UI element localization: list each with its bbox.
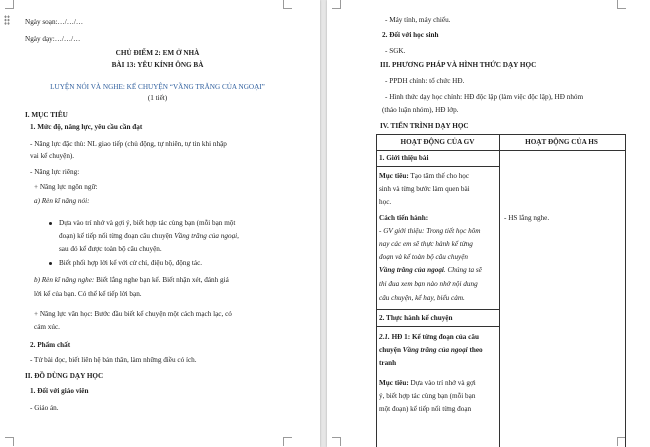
crop-mark [5, 0, 14, 9]
table-cell-divider [376, 166, 500, 167]
activity-title-part: HĐ 1: Kể từng đoạn của câu [389, 333, 479, 341]
label-objective: Mục tiêu: [379, 172, 409, 180]
body-line: - Hình thức dạy học chính: HĐ độc lập (làm việc độc lập), HĐ nhóm [385, 93, 584, 101]
heading-teaching-materials: II. ĐỒ DÙNG DẠY HỌC [25, 372, 104, 380]
story-title: Vầng trăng của ngoại [379, 266, 444, 274]
bullet-text: Dựa vào trí nhớ và gợi ý, biết hợp tác cùng bạn (mỗi bạn một [59, 219, 236, 227]
body-line: (thảo luận nhóm), HĐ lớp. [382, 106, 459, 114]
table-text: câu chuyện, kể hay, biểu cảm. [379, 294, 465, 302]
subheading-competency: 1. Mức độ, năng lực, yêu cầu cần đạt [30, 123, 143, 131]
step-practice: 2. Thực hành kể chuyện [379, 314, 453, 322]
document-page-right [327, 0, 650, 447]
activity-1-title [379, 346, 483, 355]
table-text: nay các em sẽ thực hành kể từng [379, 240, 473, 248]
bullet-text: sau đó kể được toàn bộ câu chuyện. [59, 245, 162, 253]
table-text: học. [379, 198, 392, 206]
lesson-title: BÀI 13: YÊU KÍNH ÔNG BÀ [111, 61, 204, 69]
body-line [34, 276, 229, 285]
table-text [379, 266, 482, 275]
activity-number: 2.1. [379, 333, 390, 341]
heading-procedure: IV. TIẾN TRÌNH DẠY HỌC [380, 122, 469, 130]
activity-1-title [379, 333, 479, 342]
drag-handle-icon[interactable] [4, 15, 10, 25]
table-text [379, 379, 476, 388]
table-text: - GV giới thiệu: Trong tiết học hôm [379, 227, 481, 235]
body-line: - Máy tính, máy chiếu. [385, 16, 451, 24]
subheading-students: 2. Đối với học sinh [382, 31, 439, 39]
body-line: - Tử bài đọc, biết liên hệ bản thân, làm những điều có ích. [30, 356, 197, 364]
subheading-qualities: 2. Phẩm chất [30, 341, 71, 349]
body-line: + Năng lực văn học: Bước đầu biết kể chuyện một cách mạch lạc, có [34, 310, 232, 318]
bullet-text-part: đoạn) kể tiếp nối từng đoạn câu chuyện [59, 232, 175, 240]
table-text: ý, biết hợp tác cùng bạn (mỗi bạn [379, 392, 476, 400]
body-line: - PPDH chính: tổ chức HĐ. [385, 77, 465, 85]
bullet-icon [49, 262, 52, 265]
table-cell-divider [376, 309, 500, 310]
bullet-text: Biết phối hợp lời kể với cử chỉ, điệu bộ, động tác. [59, 259, 203, 267]
section-heading-speaking: LUYỆN NÓI VÀ NGHE: KỂ CHUYỆN “VẦNG TRĂNG CỦA NGOẠI” [50, 83, 265, 91]
activity-1-title: tranh [379, 359, 397, 367]
table-text: đoạn và kể toàn bộ câu chuyện [379, 253, 469, 261]
activity-title-part: theo [467, 346, 483, 354]
table-column-divider [499, 134, 500, 447]
story-title: Vầng trăng của ngoại, [174, 232, 239, 240]
table-header-student: HOẠT ĐỘNG CỦA HS [525, 138, 598, 146]
label-objective: Mục tiêu: [379, 379, 409, 387]
table-text: thi đua xem bạn nào nhớ nội dung [379, 280, 478, 288]
body-line: a) Rèn kĩ năng nói: [34, 197, 90, 205]
table-cell-divider [376, 326, 500, 327]
story-title: Vầng trăng của ngoại [402, 346, 468, 354]
table-header-teacher: HOẠT ĐỘNG CỦA GV [400, 138, 475, 146]
crop-mark [332, 0, 341, 9]
theme-title: CHỦ ĐIỂM 2: EM Ở NHÀ [115, 49, 200, 57]
body-line: + Năng lực ngôn ngữ: [34, 183, 98, 191]
table-text-part: Tạo tâm thế cho học [408, 172, 470, 180]
bullet-text [59, 232, 239, 241]
table-header-divider [376, 150, 625, 151]
body-line: - Giáo án. [30, 404, 59, 412]
heading-objectives: I. MỤC TIÊU [25, 111, 68, 119]
activity-title-part: chuyện [379, 346, 403, 354]
date-prepared: Ngày soạn:…/…/… [25, 18, 84, 26]
body-line: lời kể của bạn. Có thể kể tiếp lời bạn. [34, 290, 142, 298]
label-procedure: Cách tiến hành: [379, 214, 429, 222]
table-text [379, 172, 469, 181]
crop-mark [283, 437, 292, 446]
body-italic: b) Rèn kĩ năng nghe: [34, 276, 95, 284]
subheading-teacher: 1. Đối với giáo viên [30, 387, 89, 395]
crop-mark [283, 0, 292, 9]
document-page-left [0, 0, 320, 447]
table-text-part: Dựa vào trí nhớ và gợi [408, 379, 476, 387]
body-line: - Năng lực đặc thù: NL giao tiếp (chủ động, tự nhiên, tự tin khi nhập [30, 140, 227, 148]
student-activity-text: - HS lắng nghe. [504, 214, 550, 222]
table-text: sinh và từng bước làm quen bài [379, 185, 470, 193]
body-line: - SGK. [385, 47, 406, 55]
body-text: Biết lắng nghe bạn kể. Biết nhận xét, đánh giá [94, 276, 229, 284]
step-intro: 1. Giới thiệu bài [379, 154, 429, 162]
crop-mark [617, 0, 626, 9]
table-text: một đoạn) kể tiếp nối từng đoạn [379, 405, 472, 413]
table-text-part: . Chúng ta sẽ [443, 266, 482, 274]
heading-methods: III. PHƯƠNG PHÁP VÀ HÌNH THỨC DẠY HỌC [380, 61, 537, 69]
date-taught: Ngày dạy:…/…/… [25, 35, 81, 43]
bullet-icon [49, 222, 52, 225]
period-count: (1 tiết) [147, 94, 168, 102]
body-line: - Năng lực riêng: [30, 168, 80, 176]
crop-mark [5, 437, 14, 446]
body-line: cảm xúc. [34, 323, 60, 331]
body-line: vai kể chuyện). [30, 152, 75, 160]
crop-mark [332, 437, 341, 446]
